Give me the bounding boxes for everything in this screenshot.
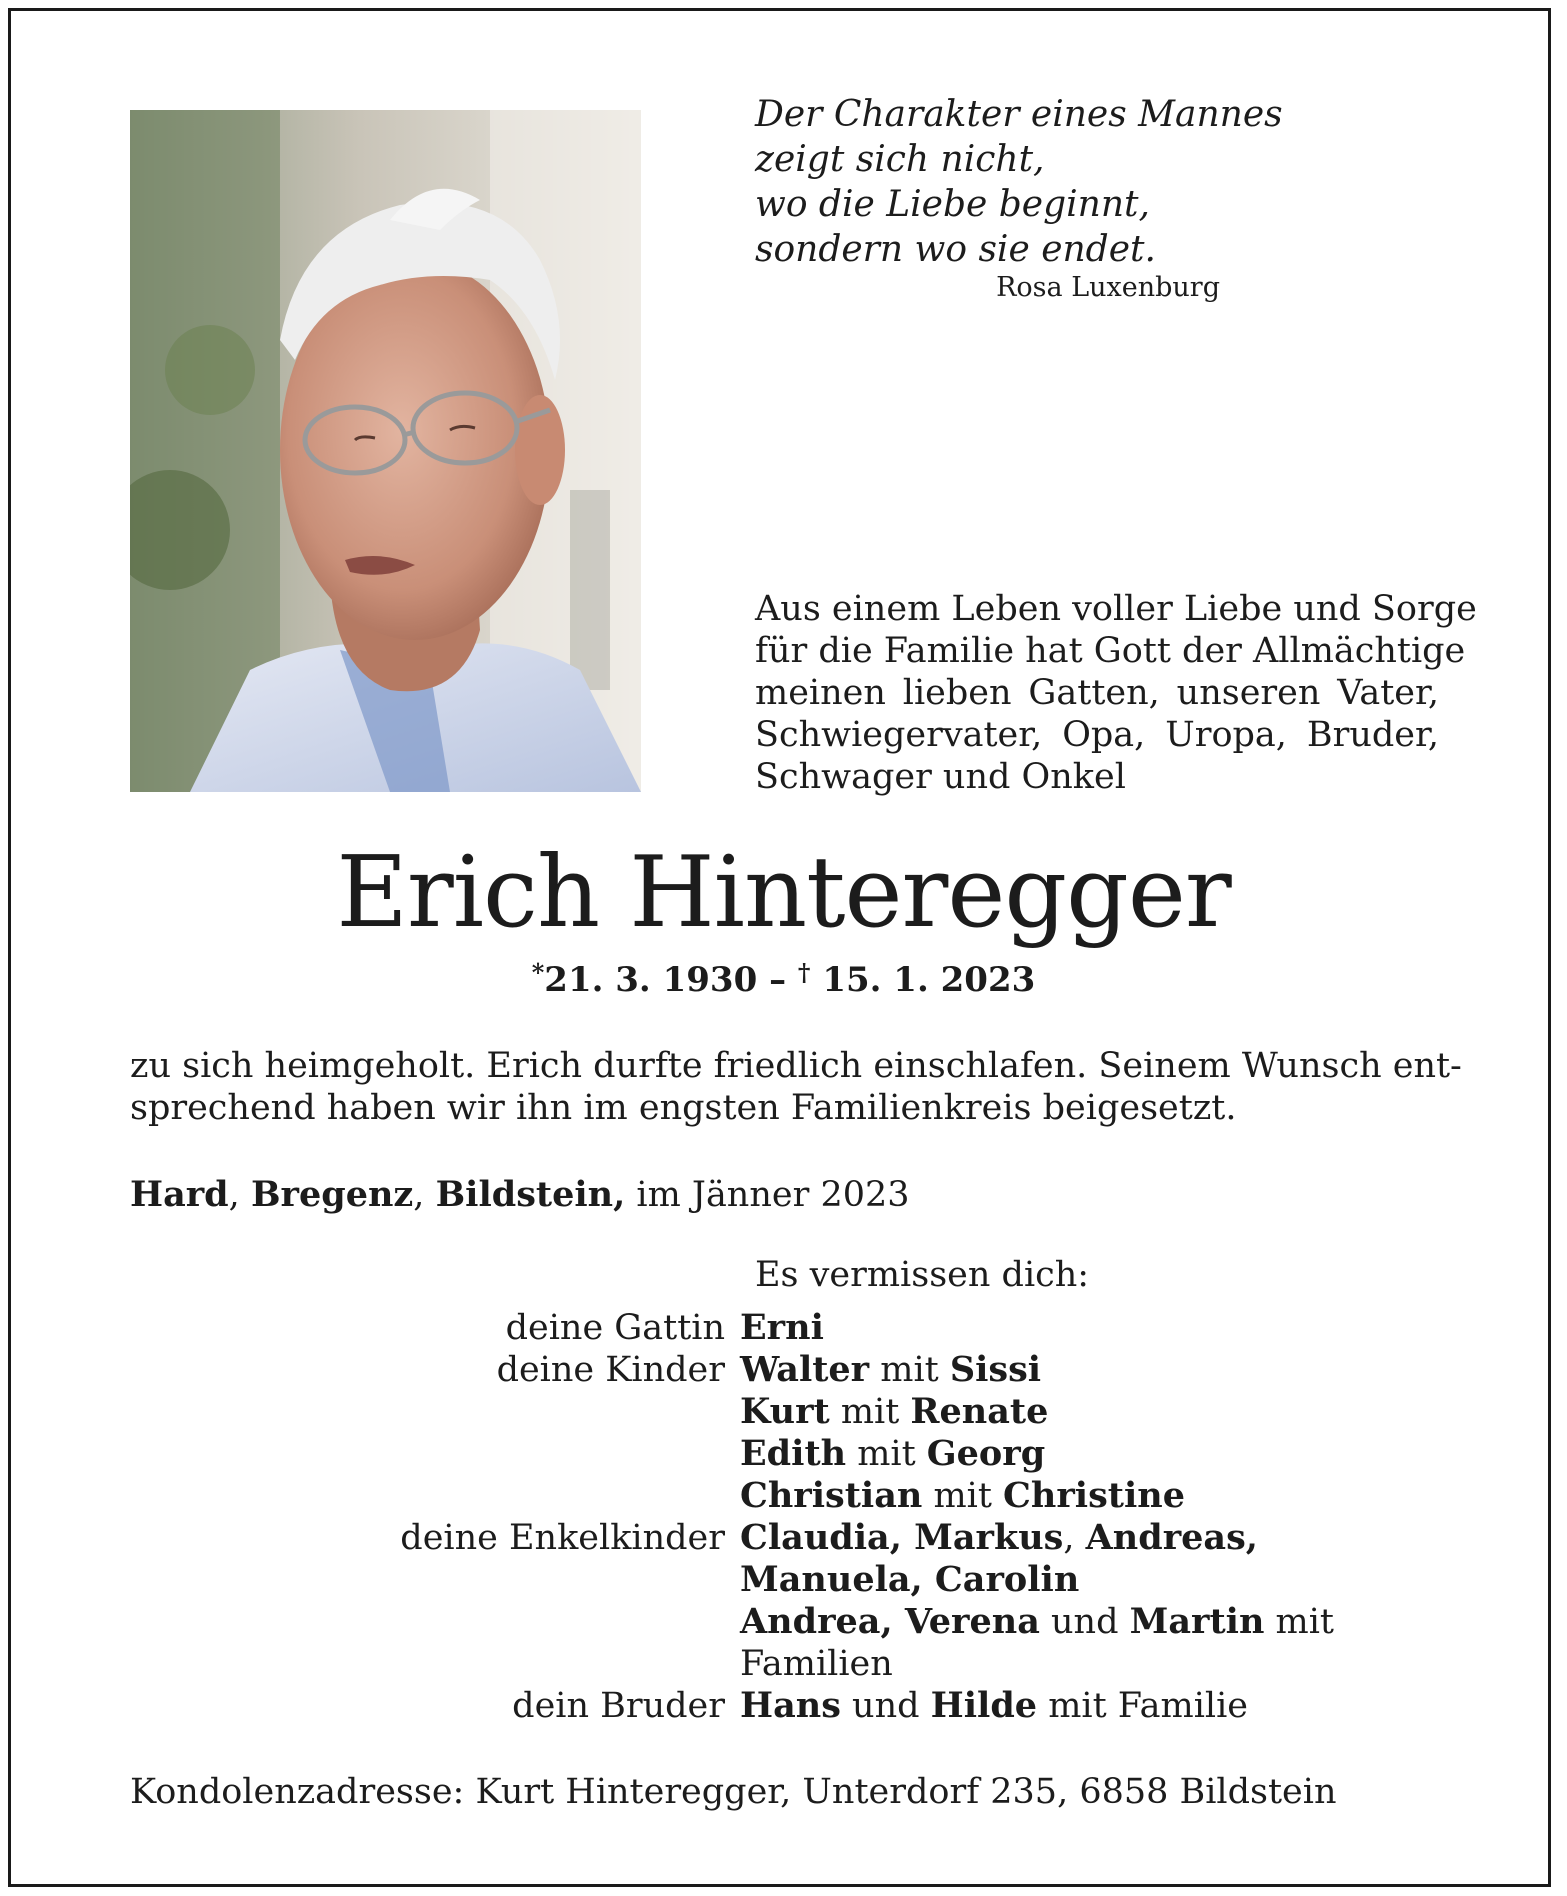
quote-author: Rosa Luxenburg	[996, 272, 1220, 303]
intro-line: Aus einem Leben voller Liebe und Sorge	[755, 589, 1477, 629]
relation-label	[130, 1433, 740, 1475]
intro-line: meinen lieben Gatten, unseren Vater,	[755, 673, 1439, 713]
condolence-address: Kondolenzadresse: Kurt Hinteregger, Unterdorf 235, 6858 Bildstein	[130, 1772, 1337, 1812]
relation-label	[130, 1559, 740, 1601]
body-line: sprechend haben wir ihn im engsten Familienkreis beigesetzt.	[130, 1088, 1237, 1128]
town: Bildstein,	[435, 1174, 626, 1215]
mourner-name: Hilde	[930, 1685, 1038, 1726]
connector: und	[1039, 1602, 1130, 1642]
mourner-name: Andrea, Verena	[740, 1601, 1040, 1642]
mourner-text: Familien	[740, 1644, 893, 1684]
town-separator: ,	[228, 1175, 251, 1215]
mourner-name: Walter	[740, 1349, 870, 1390]
relation-label: deine Enkelkinder	[400, 1518, 725, 1558]
mourner-name: Renate	[910, 1391, 1049, 1432]
quote-line: sondern wo sie endet.	[755, 229, 1156, 270]
connector: mit	[846, 1434, 927, 1474]
mourner-name: Erni	[740, 1307, 824, 1348]
mourner-row	[130, 1559, 1460, 1601]
death-symbol: †	[797, 958, 811, 987]
mourner-name: Claudia, Markus	[740, 1517, 1064, 1558]
connector: mit	[869, 1350, 950, 1390]
birth-date: 21. 3. 1930	[544, 960, 758, 1000]
intro-line: Schwager und Onkel	[755, 757, 1126, 797]
place-and-date	[130, 1174, 910, 1215]
death-date: 15. 1. 2023	[810, 960, 1036, 1000]
mourner-row	[130, 1685, 1460, 1727]
connector: und	[840, 1686, 931, 1726]
intro-line: für die Familie hat Gott der Allmächtige	[755, 631, 1466, 671]
mourner-name: Georg	[926, 1433, 1046, 1474]
connector: mit	[829, 1392, 911, 1432]
town-separator: ,	[413, 1175, 436, 1215]
body-text	[130, 1045, 1462, 1129]
town: Hard	[130, 1174, 229, 1215]
connector: mit	[922, 1476, 1004, 1516]
relation-label: deine Gattin	[505, 1308, 725, 1348]
birth-symbol: *	[531, 958, 545, 987]
life-dates	[0, 958, 1567, 1000]
mourner-name: Hans	[740, 1685, 841, 1726]
intro-text	[755, 588, 1477, 798]
mourner-name: Christine	[1003, 1475, 1185, 1516]
mourner-row	[130, 1391, 1460, 1433]
quote-line: zeigt sich nicht,	[755, 139, 1045, 180]
quote-line: Der Charakter eines Mannes	[755, 94, 1283, 135]
mourner-row	[130, 1349, 1460, 1391]
relation-label	[130, 1643, 740, 1685]
deceased-name: Erich Hinteregger	[336, 836, 1231, 950]
mourner-name: Edith	[740, 1433, 847, 1474]
relation-label	[130, 1475, 740, 1517]
mourner-row	[130, 1601, 1460, 1643]
mourner-name: Manuela, Carolin	[740, 1559, 1080, 1600]
mourner-row	[130, 1433, 1460, 1475]
mourners-list	[130, 1307, 1460, 1727]
connector: mit	[1264, 1602, 1334, 1642]
mourner-row	[130, 1517, 1460, 1559]
relation-label	[130, 1391, 740, 1433]
relation-label	[130, 1601, 740, 1643]
mourner-name: Christian	[740, 1475, 923, 1516]
mourner-name: Sissi	[949, 1349, 1042, 1390]
mourners-heading: Es vermissen dich:	[755, 1255, 1090, 1295]
date-separator: –	[757, 960, 798, 1000]
connector: mit Familie	[1037, 1686, 1249, 1726]
mourner-name: Martin	[1129, 1601, 1265, 1642]
relation-label: dein Bruder	[512, 1686, 725, 1726]
mourner-row	[130, 1475, 1460, 1517]
quote-line: wo die Liebe beginnt,	[755, 184, 1150, 225]
mourner-name: Andreas,	[1085, 1517, 1258, 1558]
portrait-photo	[130, 110, 641, 792]
quote-text	[755, 92, 1283, 272]
town: Bregenz	[250, 1174, 414, 1215]
mourner-row	[130, 1307, 1460, 1349]
relation-label: deine Kinder	[496, 1350, 725, 1390]
notice-date: im Jänner 2023	[625, 1175, 910, 1215]
connector: ,	[1063, 1518, 1086, 1558]
intro-line: Schwiegervater, Opa, Uropa, Bruder,	[755, 715, 1439, 755]
mourner-row	[130, 1643, 1460, 1685]
body-line: zu sich heimgeholt. Erich durfte friedlich einschlafen. Seinem Wunsch ent-	[130, 1046, 1462, 1086]
mourner-name: Kurt	[740, 1391, 830, 1432]
